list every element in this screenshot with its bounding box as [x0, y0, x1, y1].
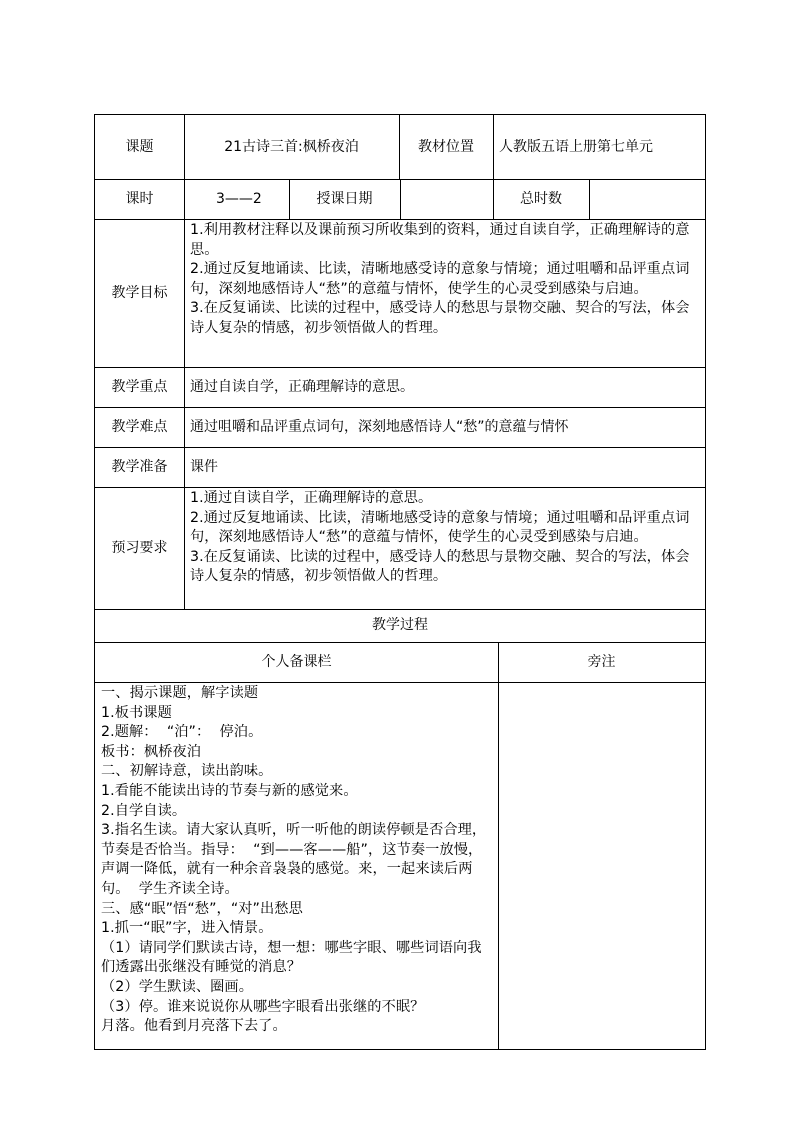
process-line: （2）学生默读、圈画。 [101, 978, 254, 995]
key-point-label: 教学重点 [111, 378, 168, 395]
key-point-value: 通过自读自学，正确理解诗的意思。 [190, 378, 414, 395]
preparation-label: 教学准备 [111, 458, 168, 475]
side-notes-area [498, 682, 705, 1049]
process-line: 板书：枫桥夜泊 [101, 743, 202, 760]
preparation-value: 课件 [190, 458, 218, 475]
process-line: 3.指名生读。请大家认真听，听一听他的朗读停顿是否合理，节奏是否恰当。指导： “到——客——船”，这节奏一放慢，声调一降低，就有一种余音袅袅的感觉。来，一起来读后两句。 学生齐读全诗。 [101, 822, 487, 897]
position-label: 教材位置 [418, 138, 474, 155]
process-line: 1.看能不能读出诗的节奏与新的感觉来。 [101, 782, 358, 799]
process-title: 教学过程 [372, 617, 428, 633]
topic-value: 21古诗三首:枫桥夜泊 [224, 138, 359, 155]
process-content [95, 684, 498, 1037]
goal-item: 3.在反复诵读、比读的过程中，感受诗人的愁思与景物交融、契合的写法，体会诗人复杂的情感，初步领悟做人的哲理。 [190, 300, 690, 336]
period-value: 3——2 [216, 190, 262, 207]
goals-content [184, 221, 705, 339]
column-header-left: 个人备课栏 [261, 653, 332, 670]
process-line: 2.自学自读。 [101, 802, 187, 819]
goal-item: 1.利用教材注释以及课前预习所收集到的资料，通过自读自学，正确理解诗的意思。 [190, 222, 690, 258]
difficulty-value: 通过咀嚼和品评重点词句，深刻地感悟诗人“愁”的意蕴与情怀 [190, 418, 569, 435]
process-line: 月落。他看到月亮落下去了。 [101, 1018, 287, 1035]
process-line: 三、感“眠”悟“愁”，“对”出愁思 [101, 900, 303, 917]
process-line: 一、揭示课题，解字读题 [101, 685, 259, 701]
process-line: （3）停。谁来说说你从哪些字眼看出张继的不眠？ [101, 998, 425, 1015]
period-label: 课时 [125, 190, 154, 207]
topic-label: 课题 [125, 138, 154, 155]
preview-item: 1.通过自读自学，正确理解诗的意思。 [190, 490, 433, 506]
process-line: 1.板书课题 [101, 704, 172, 721]
total-value [589, 179, 705, 219]
lesson-plan-table [94, 114, 706, 1050]
date-label: 授课日期 [316, 190, 373, 207]
difficulty-label: 教学难点 [111, 418, 168, 435]
goals-label: 教学目标 [111, 284, 168, 301]
preview-label: 预习要求 [111, 539, 168, 556]
preview-item: 2.通过反复地诵读、比读，清晰地感受诗的意象与情境；通过咀嚼和品评重点词句，深刻地感悟诗人“愁”的意蕴与情怀，使学生的心灵受到感染与启迪。 [190, 509, 690, 546]
column-header-right: 旁注 [587, 653, 616, 670]
process-line: 2.题解： “泊”： 停泊。 [101, 724, 263, 741]
process-line: 二、初解诗意，读出韵味。 [101, 763, 273, 780]
position-value: 人教版五语上册第七单元 [499, 138, 653, 155]
date-value [400, 179, 493, 219]
goal-item: 2.通过反复地诵读、比读，清晰地感受诗的意象与情境；通过咀嚼和品评重点词句，深刻地感悟诗人“愁”的意蕴与情怀，使学生的心灵受到感染与启迪。 [190, 261, 690, 297]
process-line: 1.抓一“眠”字，进入情景。 [101, 920, 273, 937]
process-line: （1）请同学们默读古诗，想一想：哪些字眼、哪些词语向我们透露出张继没有睡觉的消息？ [101, 939, 482, 976]
preview-content [184, 489, 705, 587]
total-label: 总时数 [520, 190, 562, 207]
preview-item: 3.在反复诵读、比读的过程中，感受诗人的愁思与景物交融、契合的写法，体会诗人复杂的情感，初步领悟做人的哲理。 [190, 548, 690, 585]
